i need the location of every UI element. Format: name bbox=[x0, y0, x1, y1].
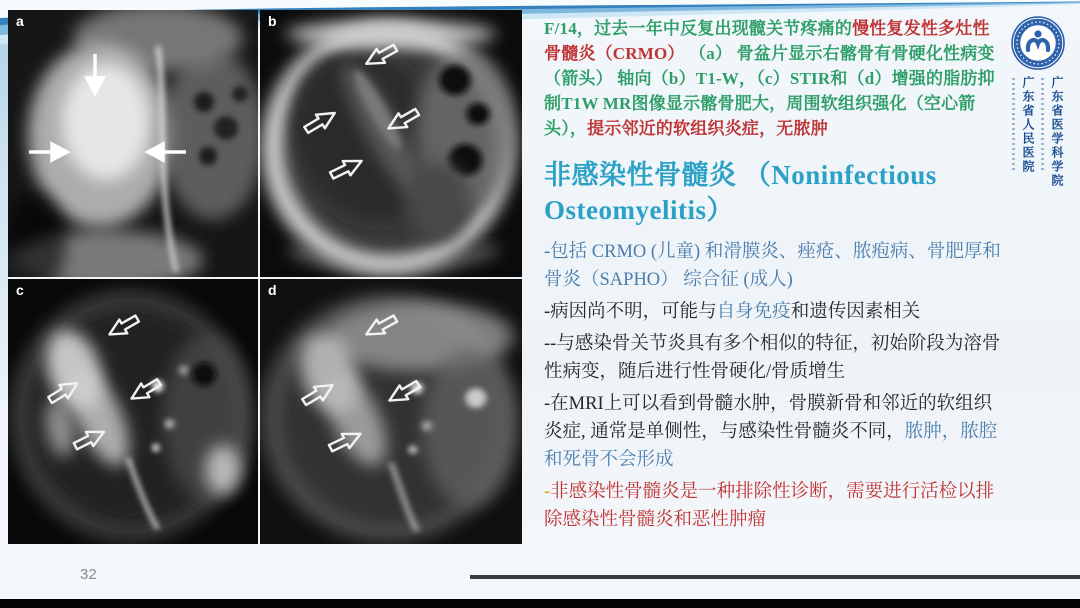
figure-c-stir-mri bbox=[8, 279, 258, 544]
figure-a-label: a bbox=[16, 13, 24, 29]
bullet-exclusion-diagnosis: -非感染性骨髓炎是一种排除性诊断，需要进行活检以排除感染性骨髓炎和恶性肿瘤 bbox=[544, 482, 995, 530]
text-column bbox=[544, 16, 1006, 538]
figure-d-contrast-mri bbox=[260, 279, 522, 544]
page-number: 32 bbox=[80, 566, 97, 583]
bullet-saph-definition: -包括 CRMO (儿童) 和滑膜炎、痤疮、脓疱病、骨肥厚和骨炎（SAPHO） 综合征 (成人) bbox=[544, 242, 1001, 290]
logo-subtext-decoration bbox=[1012, 78, 1015, 170]
figure-b-t1-mri bbox=[260, 10, 522, 277]
left-edge-decoration bbox=[0, 0, 8, 400]
hospital-emblem-icon bbox=[1009, 14, 1067, 72]
figure-caption: F/14，过去一年中反复出现髋关节疼痛的慢性复发性多灶性骨髓炎（CRMO） （a） 骨盆片显示右髂骨有骨硬化性病变（箭头） 轴向（b）T1-W，（c）STIR和（d）增强的脂肪抑制T1W MR图像显示髂骨肥大，周围软组织强化（空心箭头），提示邻近的软组织炎症，无脓肿 bbox=[544, 19, 995, 138]
hospital-logo bbox=[1002, 14, 1074, 188]
figure-grid bbox=[8, 10, 522, 544]
bullet-similar-features: --与感染骨关节炎具有多个相似的特征，初始阶段为溶骨性病变，随后进行性骨硬化/骨质增生 bbox=[544, 334, 1001, 382]
slide-title: 非感染性骨髓炎 （Noninfectious Osteomyelitis） bbox=[544, 160, 937, 225]
figure-d-label: d bbox=[268, 282, 277, 298]
logo-subtext-decoration bbox=[1041, 78, 1044, 170]
figure-a-radiograph bbox=[8, 10, 258, 277]
mri-image bbox=[8, 279, 258, 544]
mri-image bbox=[260, 279, 522, 544]
mri-image bbox=[260, 10, 522, 277]
bullet-mri-findings: -在MRI上可以看到骨髓水肿，骨膜新骨和邻近的软组织炎症, 通常是单侧性，与感染性骨髓炎不同，脓肿，脓腔和死骨不会形成 bbox=[544, 394, 998, 470]
hospital-name-block bbox=[1002, 76, 1074, 188]
figure-b-label: b bbox=[268, 13, 277, 29]
bottom-letterbox-bar bbox=[0, 599, 1080, 608]
bullet-list bbox=[544, 238, 1006, 534]
hospital-name-hospital: 广东省人民医院 bbox=[1021, 76, 1035, 174]
xray-image bbox=[8, 10, 258, 277]
bottom-edge-shadow bbox=[470, 575, 1080, 579]
figure-c-label: c bbox=[16, 282, 24, 298]
hospital-name-academy: 广东省医学科学院 bbox=[1050, 76, 1064, 188]
bullet-etiology: -病因尚不明，可能与自身免疫和遗传因素相关 bbox=[544, 302, 921, 322]
